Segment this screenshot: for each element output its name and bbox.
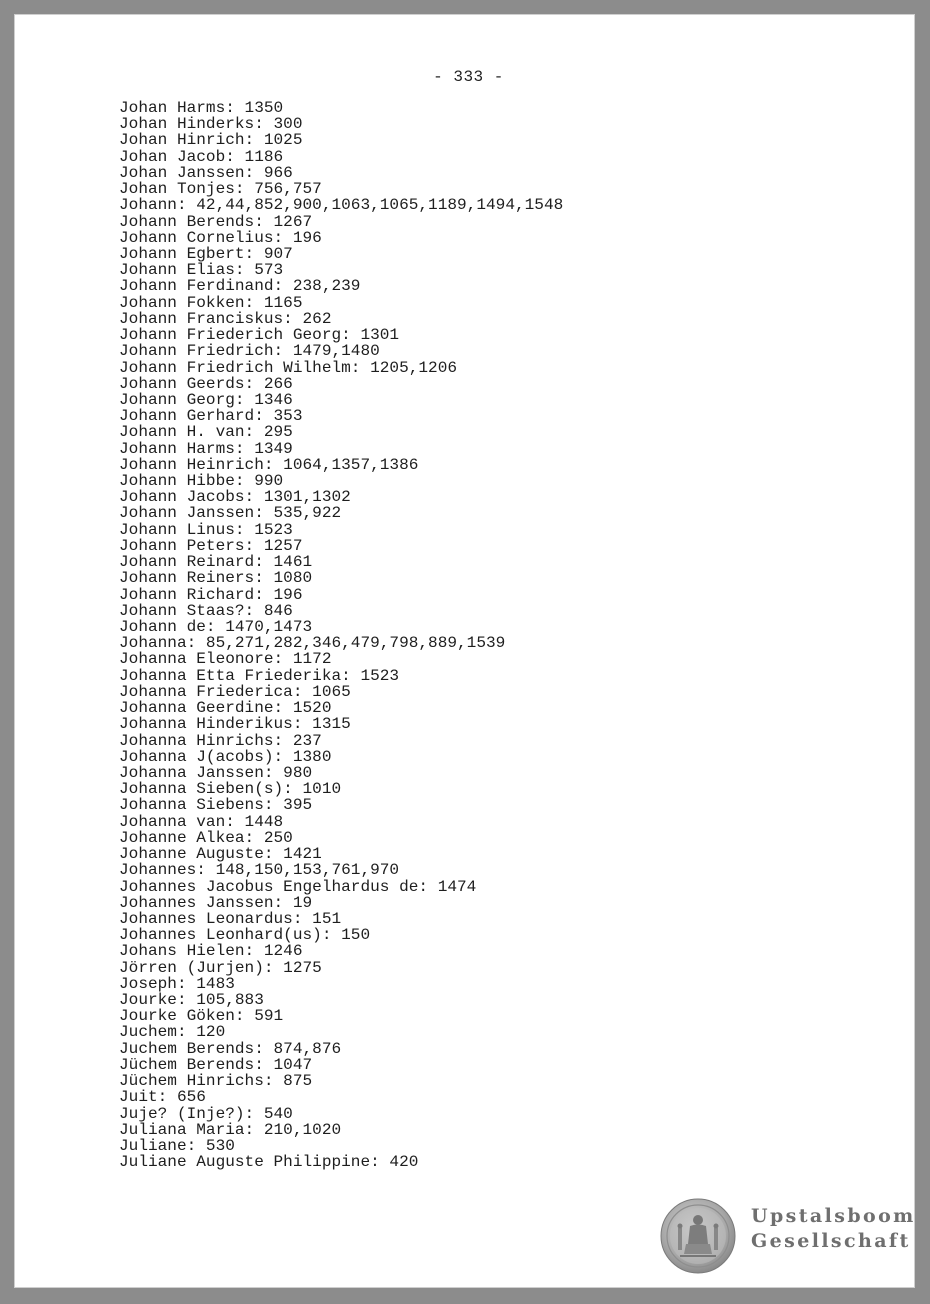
index-entry: Johann Franciskus: 262 bbox=[119, 309, 332, 328]
index-entry: Johannes Leonhard(us): 150 bbox=[119, 926, 371, 945]
index-entry: Johanna Janssen: 980 bbox=[119, 763, 313, 782]
index-entry: Johann Reiners: 1080 bbox=[119, 569, 313, 588]
index-entry: Johann Staas?: 846 bbox=[119, 601, 293, 620]
index-entry: Juliana Maria: 210,1020 bbox=[119, 1120, 342, 1139]
index-entry: Johan Hinderks: 300 bbox=[119, 115, 303, 134]
index-entry: Johannes: 148,150,153,761,970 bbox=[119, 861, 400, 880]
index-entry: Johann Fokken: 1165 bbox=[119, 293, 303, 312]
index-entry: Johanna Geerdine: 1520 bbox=[119, 699, 332, 718]
index-entry: Johanna Sieben(s): 1010 bbox=[119, 780, 342, 799]
index-entry: Juliane Auguste Philippine: 420 bbox=[119, 1153, 419, 1172]
index-entry: Johan Harms: 1350 bbox=[119, 99, 284, 117]
index-entry: Johanna Eleonore: 1172 bbox=[119, 650, 332, 669]
index-entry: Joseph: 1483 bbox=[119, 974, 235, 993]
index-entry: Jörren (Jurjen): 1275 bbox=[119, 958, 322, 977]
society-logo bbox=[660, 1198, 916, 1276]
index-entry: Johann Geerds: 266 bbox=[119, 374, 293, 393]
index-entry: Johanna Hinrichs: 237 bbox=[119, 731, 322, 750]
index-entry: Johanne Auguste: 1421 bbox=[119, 845, 322, 864]
seal-icon bbox=[660, 1198, 736, 1274]
index-entry: Juchem: 120 bbox=[119, 1023, 226, 1042]
index-entry: Johan Jacob: 1186 bbox=[119, 147, 284, 166]
index-entry: Jourke: 105,883 bbox=[119, 991, 264, 1010]
index-entry: Johann Friederich Georg: 1301 bbox=[119, 326, 400, 345]
index-entry: Johann Peters: 1257 bbox=[119, 536, 303, 555]
index-entry: Juliane: 530 bbox=[119, 1137, 235, 1155]
index-entry: Johanna van: 1448 bbox=[119, 812, 284, 831]
index-entry: Juchem Berends: 874,876 bbox=[119, 1039, 342, 1058]
index-entry: Johan Hinrich: 1025 bbox=[119, 131, 303, 150]
index-entry: Johann Berends: 1267 bbox=[119, 212, 313, 231]
index-entry: Johann Linus: 1523 bbox=[119, 520, 293, 539]
index-entry: Johanna Friederica: 1065 bbox=[119, 682, 351, 701]
index-entry-list bbox=[119, 100, 563, 1170]
index-entry: Johann Egbert: 907 bbox=[119, 244, 293, 263]
index-entry: Johann H. van: 295 bbox=[119, 423, 293, 442]
index-entry: Johann de: 1470,1473 bbox=[119, 618, 313, 636]
index-entry: Johann Friedrich: 1479,1480 bbox=[119, 342, 380, 361]
index-entry: Johann Harms: 1349 bbox=[119, 439, 293, 458]
index-entry: Johanna J(acobs): 1380 bbox=[119, 747, 332, 766]
index-entry: Johann Friedrich Wilhelm: 1205,1206 bbox=[119, 358, 458, 377]
index-entry: Johann Hibbe: 990 bbox=[119, 472, 284, 491]
index-entry: Jüchem Berends: 1047 bbox=[119, 1055, 313, 1074]
index-entry: Juje? (Inje?): 540 bbox=[119, 1104, 293, 1123]
index-entry: Johannes Jacobus Engelhardus de: 1474 bbox=[119, 877, 477, 896]
logo-line-1: Upstalsboom bbox=[751, 1205, 916, 1227]
index-entry: Johann Gerhard: 353 bbox=[119, 407, 303, 426]
index-entry: Johann Cornelius: 196 bbox=[119, 228, 322, 247]
index-entry: Johann Jacobs: 1301,1302 bbox=[119, 488, 351, 507]
index-entry: Johann: 42,44,852,900,1063,1065,1189,1494,1548 bbox=[119, 196, 564, 215]
index-entry: Johann Georg: 1346 bbox=[119, 390, 293, 409]
index-entry: Johanne Alkea: 250 bbox=[119, 828, 293, 847]
index-entry: Jüchem Hinrichs: 875 bbox=[119, 1072, 313, 1091]
index-entry: Johann Elias: 573 bbox=[119, 261, 284, 280]
index-entry: Johann Janssen: 535,922 bbox=[119, 504, 342, 523]
index-entry: Jourke Göken: 591 bbox=[119, 1007, 284, 1026]
index-entry: Johann Ferdinand: 238,239 bbox=[119, 277, 361, 296]
index-entry: Johanna Etta Friederika: 1523 bbox=[119, 666, 400, 685]
logo-wordmark bbox=[751, 1204, 916, 1254]
index-entry: Johanna Hinderikus: 1315 bbox=[119, 715, 351, 734]
index-entry: Johannes Janssen: 19 bbox=[119, 893, 313, 912]
logo-line-2: Gesellschaft bbox=[751, 1230, 911, 1252]
index-entry: Johans Hielen: 1246 bbox=[119, 942, 303, 961]
page-number: - 333 - bbox=[433, 68, 504, 86]
index-entry: Johannes Leonardus: 151 bbox=[119, 909, 342, 928]
index-entry: Johan Janssen: 966 bbox=[119, 163, 293, 182]
index-entry: Johann Richard: 196 bbox=[119, 585, 303, 604]
index-entry: Johan Tonjes: 756,757 bbox=[119, 180, 322, 199]
document-page bbox=[14, 14, 915, 1288]
index-entry: Johanna: 85,271,282,346,479,798,889,1539 bbox=[119, 634, 506, 653]
index-entry: Juit: 656 bbox=[119, 1088, 206, 1107]
index-entry: Johanna Siebens: 395 bbox=[119, 796, 313, 815]
index-entry: Johann Reinard: 1461 bbox=[119, 553, 313, 572]
index-entry: Johann Heinrich: 1064,1357,1386 bbox=[119, 455, 419, 474]
